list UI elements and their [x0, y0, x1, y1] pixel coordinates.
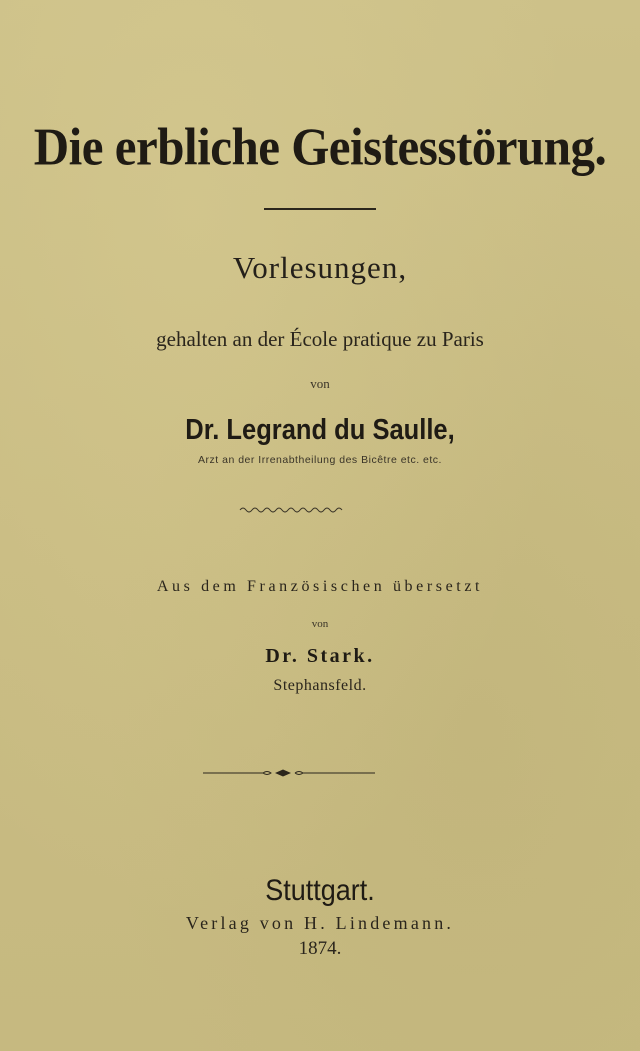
wavy-line-ornament-icon [238, 504, 344, 516]
translator-place: Stephansfeld. [273, 677, 367, 694]
by-label: von [310, 376, 330, 391]
lecture-venue: gehalten an der École pratique zu Paris [156, 327, 484, 351]
diamond-rule-ornament-icon [203, 768, 375, 778]
book-title: Die erbliche Geistesstörung. [33, 116, 607, 177]
translation-note: Aus dem Französischen übersetzt [156, 578, 484, 595]
author-name: Dr. Legrand du Saulle, [185, 414, 455, 446]
translator-name: Dr. Stark. [265, 645, 375, 667]
publication-city: Stuttgart. [265, 874, 375, 907]
author-description: Arzt an der Irrenabtheilung des Bicêtre etc. etc. [198, 454, 442, 466]
subtitle: Vorlesungen, [232, 250, 408, 285]
title-divider [264, 208, 376, 210]
by-label-translator: von [311, 618, 329, 630]
publication-year: 1874. [298, 938, 342, 959]
publisher: Verlag von H. Lindemann. [185, 913, 455, 933]
